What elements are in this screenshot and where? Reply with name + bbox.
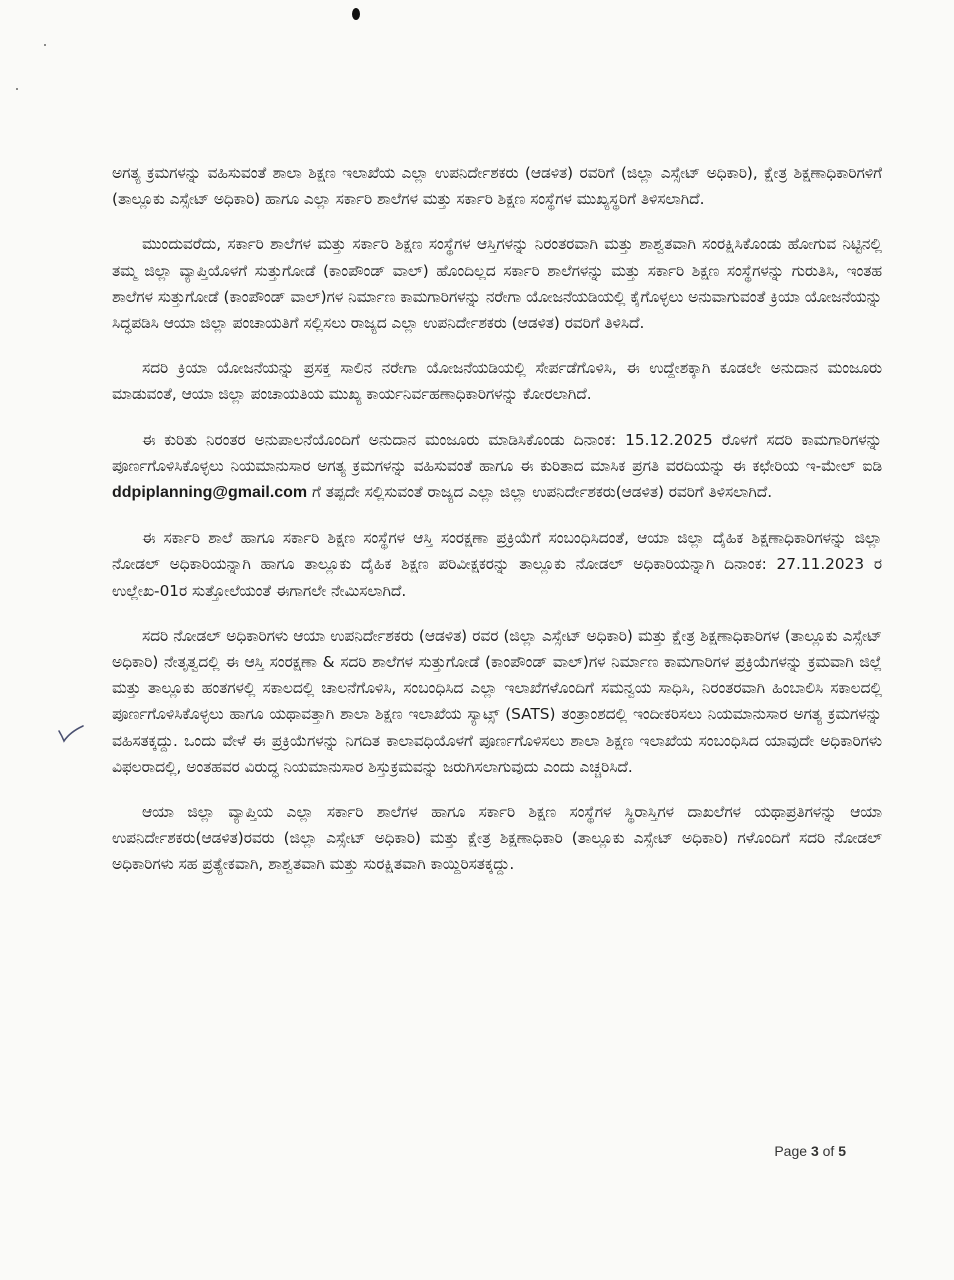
punch-dot [352,8,360,20]
paragraph-3: ಸದರಿ ಕ್ರಿಯಾ ಯೋಜನೆಯನ್ನು ಪ್ರಸಕ್ತ ಸಾಲಿನ ನರೇಗಾ ಯೋಜನೆಯಡಿಯಲ್ಲಿ ಸೇರ್ಪಡೆಗೊಳಿಸಿ, ಈ ಉದ್ದೇಶಕ್ಕಾಗಿ ಕೂಡಲೇ ಅನುದಾನ ಮಂಜೂರು ಮಾಡುವಂತೆ, ಆಯಾ ಜಿಲ್ಲಾ ಪಂಚಾಯತಿಯ ಮುಖ್ಯ ಕಾರ್ಯನಿರ್ವಹಣಾಧಿಕಾರಿಗಳನ್ನು ಕೋರಲಾಗಿದೆ. [112,359,882,404]
page-current: 3 [810,1143,819,1159]
page-word: Page [774,1143,808,1159]
scan-speck [44,44,46,46]
paragraph-4 [112,427,882,507]
document-body [112,160,882,897]
paragraph-1: ಅಗತ್ಯ ಕ್ರಮಗಳನ್ನು ವಹಿಸುವಂತೆ ಶಾಲಾ ಶಿಕ್ಷಣ ಇಲಾಖೆಯ ಎಲ್ಲಾ ಉಪನಿರ್ದೇಶಕರು (ಆಡಳಿತ) ರವರಿಗೆ (ಜಿಲ್ಲಾ ಎಸ್ಸೇಟ್ ಅಧಿಕಾರಿ), ಕ್ಷೇತ್ರ ಶಿಕ್ಷಣಾಧಿಕಾರಿಗಳಿಗೆ (ತಾಲ್ಲೂಕು ಎಸ್ಸೇಟ್ ಅಧಿಕಾರಿ) ಹಾಗೂ ಎಲ್ಲಾ ಸರ್ಕಾರಿ ಶಾಲೆಗಳ ಮತ್ತು ಸರ್ಕಾರಿ ಶಿಕ್ಷಣ ಸಂಸ್ಥೆಗಳ ಮುಖ್ಯಸ್ಥರಿಗೆ ತಿಳಿಸಲಾಗಿದೆ. [112,164,882,209]
paragraph-4-text-before: ಈ ಕುರಿತು ನಿರಂತರ ಅನುಪಾಲನೆಯೊಂದಿಗೆ ಅನುದಾನ ಮಂಜೂರು ಮಾಡಿಸಿಕೊಂಡು ದಿನಾಂಕ: 15.12.2025 ರೊಳಗೆ ಸದರಿ ಕಾಮಗಾರಿಗಳನ್ನು ಪೂರ್ಣಗೊಳಿಸಿಕೊಳ್ಳಲು ನಿಯಮಾನುಸಾರ ಅಗತ್ಯ ಕ್ರಮಗಳನ್ನು ವಹಿಸುವಂತೆ ಹಾಗೂ ಈ ಕುರಿತಾದ ಮಾಸಿಕ ಪ್ರಗತಿ ವರದಿಯನ್ನು ಈ ಕಛೇರಿಯ ಇ-ಮೇಲ್ ಐಡಿ [112,430,882,475]
paragraph-4-text-after: ಗೆ ತಪ್ಪದೇ ಸಲ್ಲಿಸುವಂತೆ ರಾಜ್ಯದ ಎಲ್ಲಾ ಜಿಲ್ಲಾ ಉಪನಿರ್ದೇಶಕರು(ಆಡಳಿತ) ರವರಿಗೆ ತಿಳಿಸಲಾಗಿದೆ. [307,483,773,502]
page-of: of [822,1143,835,1159]
paragraph-5: ಈ ಸರ್ಕಾರಿ ಶಾಲೆ ಹಾಗೂ ಸರ್ಕಾರಿ ಶಿಕ್ಷಣ ಸಂಸ್ಥೆಗಳ ಆಸ್ತಿ ಸಂರಕ್ಷಣಾ ಪ್ರಕ್ರಿಯೆಗೆ ಸಂಬಂಧಿಸಿದಂತೆ, ಆಯಾ ಜಿಲ್ಲಾ ದೈಹಿಕ ಶಿಕ್ಷಣಾಧಿಕಾರಿಗಳನ್ನು ಜಿಲ್ಲಾ ನೋಡಲ್ ಅಧಿಕಾರಿಯನ್ನಾಗಿ ಹಾಗೂ ತಾಲ್ಲೂಕು ದೈಹಿಕ ಶಿಕ್ಷಣ ಪರಿವೀಕ್ಷಕರನ್ನು ತಾಲ್ಲೂಕು ನೋಡಲ್ ಅಧಿಕಾರಿಯನ್ನಾಗಿ ದಿನಾಂಕ: 27.11.2023 ರ ಉಲ್ಲೇಖ-01ರ ಸುತ್ತೋಲೆಯಂತೆ ಈಗಾಗಲೇ ನೇಮಿಸಲಾಗಿದೆ. [112,529,882,600]
scan-speck [16,88,18,90]
email-address: ddpiplanning@gmail.com [112,484,308,502]
paragraph-6: ಸದರಿ ನೋಡಲ್ ಅಧಿಕಾರಿಗಳು ಆಯಾ ಉಪನಿರ್ದೇಶಕರು (ಆಡಳಿತ) ರವರ (ಜಿಲ್ಲಾ ಎಸ್ಸೇಟ್ ಅಧಿಕಾರಿ) ಮತ್ತು ಕ್ಷೇತ್ರ ಶಿಕ್ಷಣಾಧಿಕಾರಿಗಳ (ತಾಲ್ಲೂಕು ಎಸ್ಸೇಟ್ ಅಧಿಕಾರಿ) ನೇತೃತ್ವದಲ್ಲಿ ಈ ಆಸ್ತಿ ಸಂರಕ್ಷಣಾ & ಸದರಿ ಶಾಲೆಗಳ ಸುತ್ತುಗೋಡೆ (ಕಾಂಪೌಂಡ್ ವಾಲ್)ಗಳ ನಿರ್ಮಾಣ ಕಾಮಗಾರಿಗಳ ಪ್ರಕ್ರಿಯೆಗಳನ್ನು ಕ್ರಮವಾಗಿ ಜಿಲ್ಲೆ ಮತ್ತು ತಾಲ್ಲೂಕು ಹಂತಗಳಲ್ಲಿ ಸಕಾಲದಲ್ಲಿ ಚಾಲನೆಗೊಳಿಸಿ, ಸಂಬಂಧಿಸಿದ ಎಲ್ಲಾ ಇಲಾಖೆಗಳೊಂದಿಗೆ ಸಮನ್ವಯ ಸಾಧಿಸಿ, ನಿರಂತರವಾಗಿ ಹಿಂಬಾಲಿಸಿ ಸಕಾಲದಲ್ಲಿ ಪೂರ್ಣಗೊಳಿಸಿಕೊಳ್ಳಲು ಹಾಗೂ ಯಥಾವತ್ತಾಗಿ ಶಾಲಾ ಶಿಕ್ಷಣ ಇಲಾಖೆಯ ಸ್ಯಾಟ್ಸ್ (SATS) ತಂತ್ರಾಂಶದಲ್ಲಿ ಇಂದೀಕರಿಸಲು ನಿಯಮಾನುಸಾರ ಅಗತ್ಯ ಕ್ರಮಗಳನ್ನು ವಹಿಸತಕ್ಕದ್ದು. ಒಂದು ವೇಳೆ ಈ ಪ್ರಕ್ರಿಯೆಗಳನ್ನು ನಿಗದಿತ ಕಾಲಾವಧಿಯೊಳಗೆ ಪೂರ್ಣಗೊಳಿಸಲು ಶಾಲಾ ಶಿಕ್ಷಣ ಇಲಾಖೆಯ ಸಂಬಂಧಿಸಿದ ಯಾವುದೇ ಅಧಿಕಾರಿಗಳು ವಿಫಲರಾದಲ್ಲಿ, ಅಂತಹವರ ವಿರುದ್ಧ ನಿಯಮಾನುಸಾರ ಶಿಸ್ತುಕ್ರಮವನ್ನು ಜರುಗಿಸಲಾಗುವುದು ಎಂದು ಎಚ್ಚರಿಸಿದೆ. [112,626,883,776]
paragraph-7: ಆಯಾ ಜಿಲ್ಲಾ ವ್ಯಾಪ್ತಿಯ ಎಲ್ಲಾ ಸರ್ಕಾರಿ ಶಾಲೆಗಳ ಹಾಗೂ ಸರ್ಕಾರಿ ಶಿಕ್ಷಣ ಸಂಸ್ಥೆಗಳ ಸ್ಥಿರಾಸ್ತಿಗಳ ದಾಖಲೆಗಳ ಯಥಾಪ್ರತಿಗಳನ್ನು ಆಯಾ ಉಪನಿರ್ದೇಶಕರು(ಆಡಳಿತ)ರವರು (ಜಿಲ್ಲಾ ಎಸ್ಸೇಟ್ ಅಧಿಕಾರಿ) ಮತ್ತು ಕ್ಷೇತ್ರ ಶಿಕ್ಷಣಾಧಿಕಾರಿ (ತಾಲ್ಲೂಕು ಎಸ್ಸೇಟ್ ಅಧಿಕಾರಿ) ಗಳೊಂದಿಗೆ ಸದರಿ ನೋಡಲ್ ಅಧಿಕಾರಿಗಳು ಸಹ ಪ್ರತ್ಯೇಕವಾಗಿ, ಶಾಶ್ವತವಾಗಿ ಮತ್ತು ಸುರಕ್ಷಿತವಾಗಿ ಕಾಯ್ದಿರಿಸತಕ್ಕದ್ದು. [112,803,882,874]
tick-mark-icon [56,722,86,744]
page-number [774,1143,846,1159]
page-total: 5 [838,1143,846,1159]
paragraph-2: ಮುಂದುವರೆದು, ಸರ್ಕಾರಿ ಶಾಲೆಗಳ ಮತ್ತು ಸರ್ಕಾರಿ ಶಿಕ್ಷಣ ಸಂಸ್ಥೆಗಳ ಆಸ್ತಿಗಳನ್ನು ನಿರಂತರವಾಗಿ ಮತ್ತು ಶಾಶ್ವತವಾಗಿ ಸಂರಕ್ಷಿಸಿಕೊಂಡು ಹೋಗುವ ನಿಟ್ಟಿನಲ್ಲಿ ತಮ್ಮ ಜಿಲ್ಲಾ ವ್ಯಾಪ್ತಿಯೊಳಗೆ ಸುತ್ತುಗೋಡೆ (ಕಾಂಪೌಂಡ್ ವಾಲ್) ಹೊಂದಿಲ್ಲದ ಸರ್ಕಾರಿ ಶಾಲೆಗಳನ್ನು ಮತ್ತು ಸರ್ಕಾರಿ ಶಿಕ್ಷಣ ಸಂಸ್ಥೆಗಳನ್ನು ಗುರುತಿಸಿ, ಇಂತಹ ಶಾಲೆಗಳ ಸುತ್ತುಗೋಡೆ (ಕಾಂಪೌಂಡ್ ವಾಲ್)ಗಳ ನಿರ್ಮಾಣ ಕಾಮಗಾರಿಗಳನ್ನು ನರೇಗಾ ಯೋಜನೆಯಡಿಯಲ್ಲಿ ಕೈಗೊಳ್ಳಲು ಅನುವಾಗುವಂತೆ ಕ್ರಿಯಾ ಯೋಜನೆಯನ್ನು ಸಿದ್ಧಪಡಿಸಿ ಆಯಾ ಜಿಲ್ಲಾ ಪಂಚಾಯತಿಗೆ ಸಲ್ಲಿಸಲು ರಾಜ್ಯದ ಎಲ್ಲಾ ಉಪನಿರ್ದೇಶಕರು (ಆಡಳಿತ) ರವರಿಗೆ ತಿಳಿಸಿದೆ. [112,235,882,333]
